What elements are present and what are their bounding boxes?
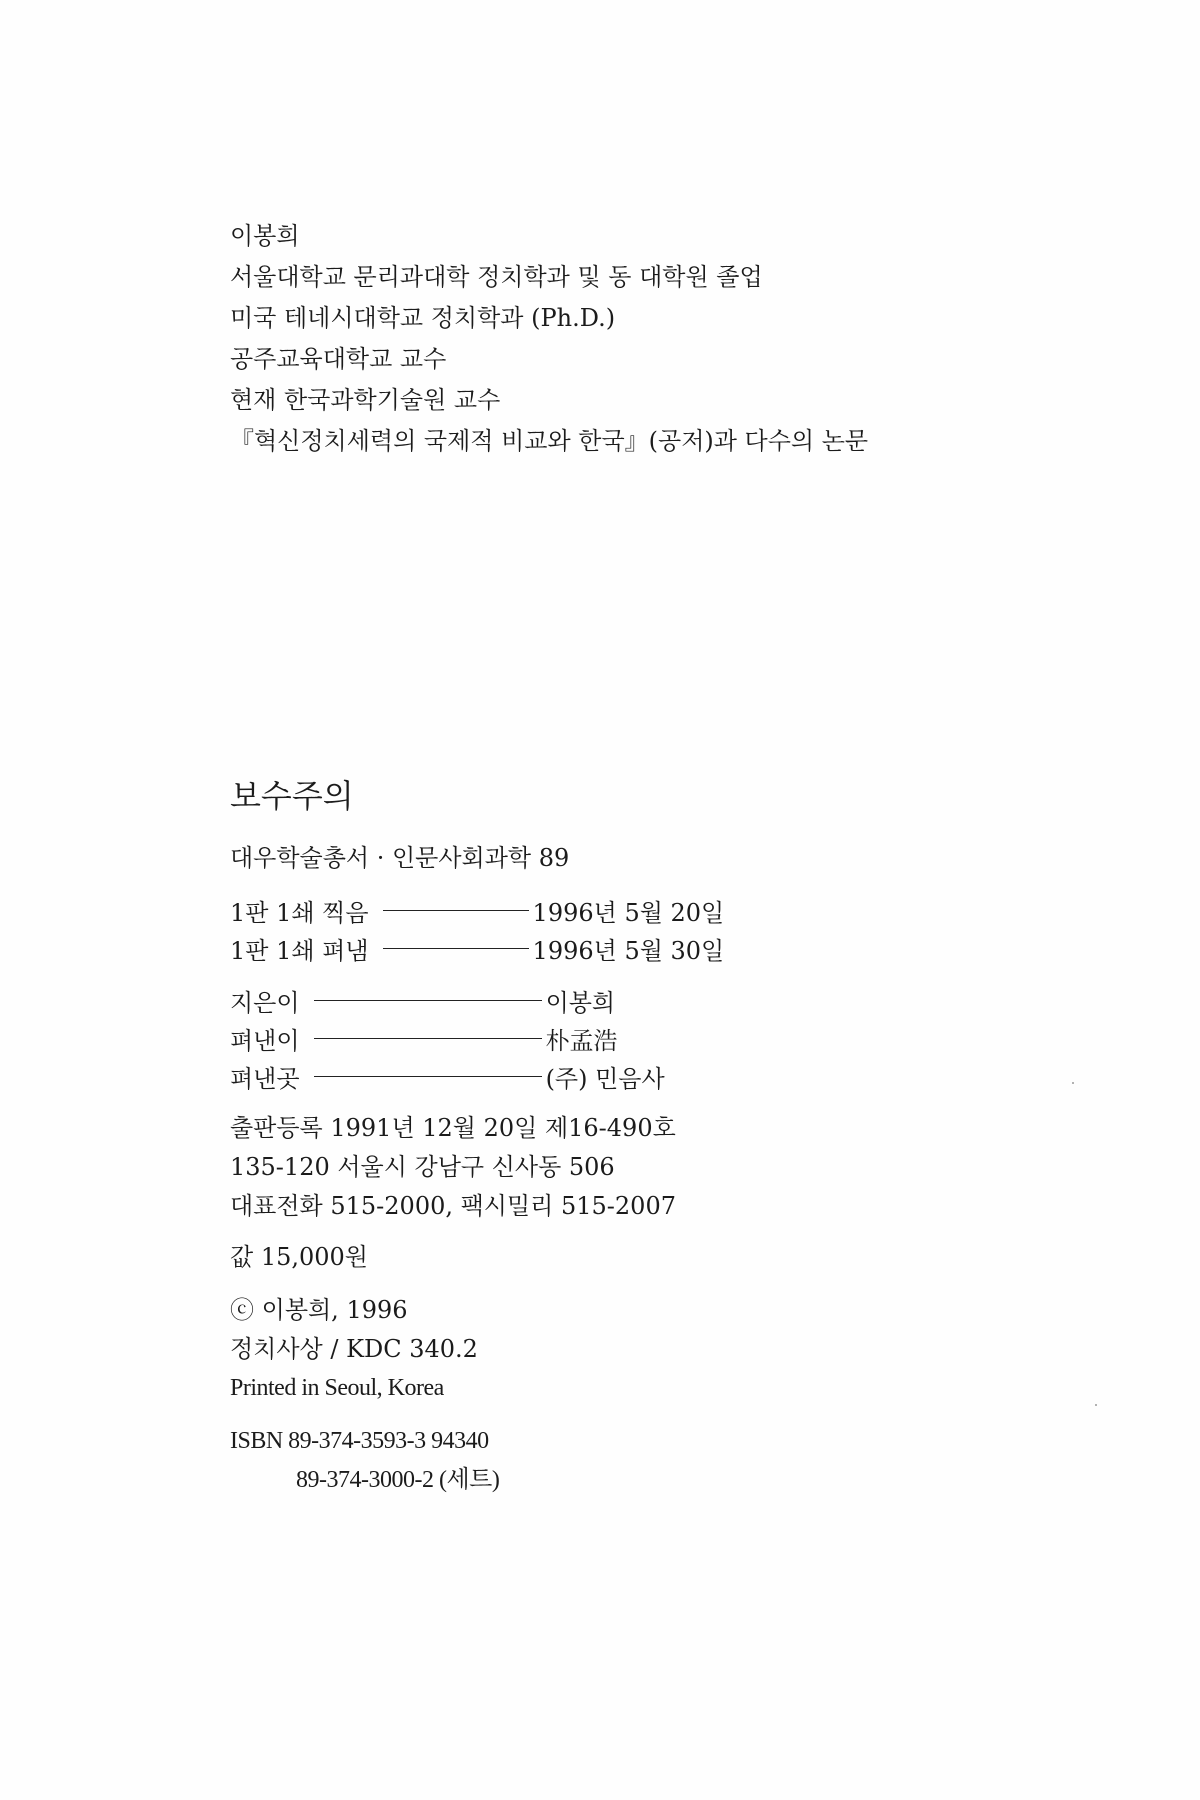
edition-dates: [230, 891, 930, 967]
credit-row: [230, 1057, 930, 1095]
copyright-line: ⓒ 이봉희, 1996: [230, 1296, 408, 1324]
rights-info: [230, 1291, 930, 1408]
date-row: [230, 891, 930, 929]
credit-value: (주) 민음사: [545, 1064, 665, 1093]
isbn-line: ISBN 89-374-3593-3 94340: [230, 1428, 489, 1454]
credit-label: 펴낸곳: [230, 1064, 300, 1093]
credit-value: 이봉희: [545, 988, 616, 1017]
printed-in-line: Printed in Seoul, Korea: [230, 1375, 444, 1401]
leader-rule: [314, 1000, 542, 1001]
price: 값 15,000원: [230, 1243, 368, 1271]
leader-rule: [383, 948, 529, 949]
series-line: 대우학술총서 · 인문사회과학 89: [230, 844, 570, 872]
date-label: 1판 1쇄 펴냄: [230, 936, 369, 965]
credit-row: [230, 981, 930, 1019]
leader-rule: [314, 1038, 542, 1039]
credit-label: 펴낸이: [230, 1026, 300, 1055]
publisher-line: 출판등록 1991년 12월 20일 제16-490호: [230, 1114, 676, 1142]
isbn-info: [230, 1422, 930, 1500]
publisher-line: 135-120 서울시 강남구 신사동 506: [230, 1153, 615, 1181]
scan-speck: [1095, 1404, 1097, 1406]
bio-line: 서울대학교 문리과대학 정치학과 및 동 대학원 졸업: [230, 263, 763, 291]
bio-line: 현재 한국과학기술원 교수: [230, 386, 501, 414]
author-name: 이봉희: [230, 222, 300, 250]
isbn-set-line: 89-374-3000-2 (세트): [296, 1467, 500, 1493]
colophon: [230, 776, 930, 1500]
date-label: 1판 1쇄 찍음: [230, 898, 369, 927]
bio-line: 미국 테네시대학교 정치학과 (Ph.D.): [230, 304, 616, 332]
date-row: [230, 929, 930, 967]
credit-row: [230, 1019, 930, 1057]
leader-rule: [314, 1076, 542, 1077]
date-value: 1996년 5월 20일: [532, 898, 725, 927]
bio-line: 『혁신정치세력의 국제적 비교와 한국』(공저)과 다수의 논문: [230, 427, 869, 455]
credit-value: 朴孟浩: [545, 1026, 618, 1055]
author-bio: [230, 216, 868, 462]
scan-speck: [1072, 1082, 1074, 1084]
leader-rule: [383, 910, 529, 911]
credit-label: 지은이: [230, 988, 300, 1017]
publisher-info: [230, 1109, 930, 1226]
publisher-line: 대표전화 515-2000, 팩시밀리 515-2007: [230, 1192, 676, 1220]
book-title: 보수주의: [230, 777, 354, 815]
credits: [230, 981, 930, 1095]
date-value: 1996년 5월 30일: [532, 936, 725, 965]
bio-line: 공주교육대학교 교수: [230, 345, 447, 373]
classification-line: 정치사상 / KDC 340.2: [230, 1335, 478, 1363]
